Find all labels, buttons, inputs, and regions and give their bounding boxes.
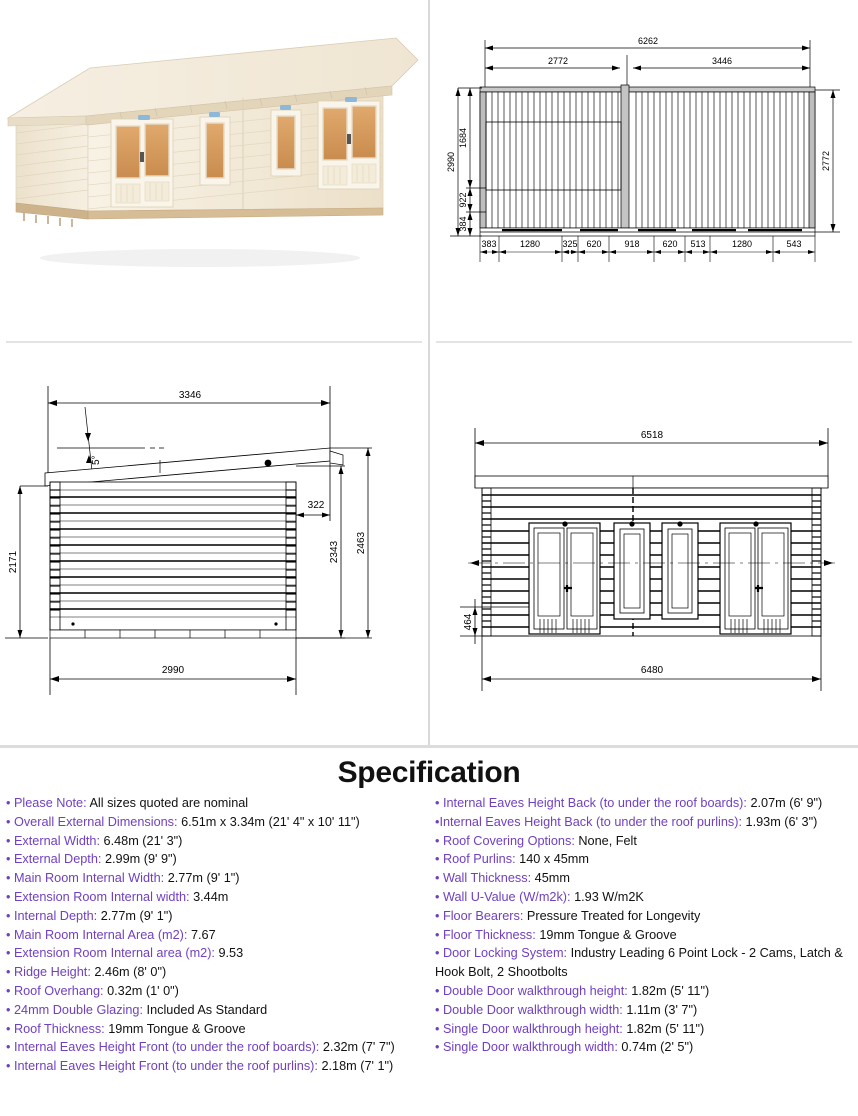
spec-item (435, 1001, 852, 1020)
spec-item-value: 2.07m (6' 9") (746, 796, 823, 810)
spec-item (6, 794, 423, 813)
spec-item-value: 45mm (531, 871, 570, 886)
spec-item-value: 2.77m (9' 1") (97, 908, 173, 923)
spec-item-value: 1.82m (5' 11") (622, 1021, 705, 1036)
dim-chain-2: 1280 (519, 239, 541, 249)
spec-item-label: • Internal Eaves Height Front (to under the roof purlins): (6, 1059, 318, 1074)
spec-item-value: Pressure Treated for Longevity (523, 908, 701, 923)
spec-columns (0, 794, 858, 1076)
spec-item-label: •Internal Eaves Height Back (to under the roof purlins): (435, 814, 742, 829)
dim-front-roof-width: 6518 (640, 430, 664, 441)
spec-item (6, 850, 423, 869)
spec-item-label: • Roof Overhang: (6, 983, 104, 998)
spec-item-label: • Floor Bearers: (435, 908, 524, 923)
spec-item (435, 888, 852, 907)
dim-chain-3: 325 (562, 239, 578, 249)
spec-item-label: • Roof Purlins: (435, 852, 516, 867)
spec-item-label: • Ridge Height: (6, 965, 91, 980)
log-cabin-3d-render (0, 0, 428, 341)
spec-item-value: 2.77m (9' 1") (164, 871, 240, 886)
spec-item-value: 1.82m (5' 11") (627, 983, 710, 998)
spec-item-value: 6.51m x 3.34m (21' 4" x 10' 11") (177, 814, 360, 829)
spec-item-label: • Internal Depth: (6, 908, 98, 923)
spec-item-label: • Double Door walkthrough height: (435, 983, 628, 998)
front-elevation-drawing (430, 343, 858, 745)
dim-overall-height: 2990 (446, 151, 456, 173)
spec-item-label: • Extension Room Internal area (m2): (6, 946, 215, 961)
spec-item (435, 1020, 852, 1039)
spec-item-label: • Main Room Internal Area (m2): (6, 927, 188, 942)
spec-item-value: 2.18m (7' 1") (317, 1059, 394, 1074)
spec-item-value: 19mm Tongue & Groove (104, 1021, 246, 1036)
spec-item (6, 813, 423, 832)
spec-item-value: 1.11m (3' 7") (622, 1002, 698, 1017)
specification-section (0, 748, 858, 1116)
spec-item (435, 813, 852, 832)
spec-item-value: 2.99m (9' 9") (101, 852, 177, 867)
dim-height-upper: 1684 (458, 127, 468, 149)
spec-item-label: • Internal Eaves Height Front (to under the roof boards): (6, 1040, 320, 1055)
spec-column-left (6, 794, 423, 1076)
spec-item-value: All sizes quoted are nominal (86, 796, 249, 810)
spec-title: Specification (337, 756, 521, 789)
dim-chain-1: 383 (481, 239, 497, 249)
spec-item-value: Industry Leading 6 Point Lock - 2 Cams, Latch & Hook Bolt, 2 Shootbolts (435, 946, 843, 980)
spec-item (6, 944, 423, 963)
spec-item-label: • Please Note: (6, 796, 87, 810)
spec-column-right (435, 794, 852, 1057)
spec-item-label: • Internal Eaves Height Back (to under the roof boards): (435, 796, 747, 810)
spec-item (435, 869, 852, 888)
dim-roof-pitch: 5° (91, 455, 102, 465)
dim-right-height: 2772 (821, 150, 831, 172)
dim-front-base-width: 6480 (640, 665, 664, 676)
spec-item (6, 926, 423, 945)
spec-item (6, 1001, 423, 1020)
spec-item-label: • Double Door walkthrough width: (435, 1002, 623, 1017)
dim-eaves-height: 2343 (329, 540, 340, 564)
side-elevation-drawing (0, 343, 428, 745)
dim-height-middle: 922 (458, 192, 468, 208)
spec-item-label: • Floor Thickness: (435, 927, 536, 942)
spec-item (6, 1057, 423, 1076)
spec-item (6, 832, 423, 851)
spec-item-label: • Main Room Internal Width: (6, 871, 165, 886)
spec-item (6, 1020, 423, 1039)
spec-item (6, 963, 423, 982)
spec-item (435, 832, 852, 851)
spec-item-value: None, Felt (574, 833, 637, 848)
spec-item-value: 0.74m (2' 5") (617, 1040, 694, 1055)
dim-left-section: 2772 (547, 56, 569, 66)
spec-item (435, 794, 852, 813)
spec-item-label: • Single Door walkthrough width: (435, 1040, 618, 1055)
spec-item-label: • External Depth: (6, 852, 102, 867)
rear-elevation-drawing (430, 0, 858, 341)
spec-item-value: 140 x 45mm (515, 852, 589, 867)
spec-item-value: 0.32m (1' 0") (103, 983, 179, 998)
spec-item (6, 982, 423, 1001)
spec-item (6, 1038, 423, 1057)
dim-overall-width: 6262 (637, 36, 659, 46)
dim-right-section: 3446 (711, 56, 733, 66)
spec-item-value: 1.93 W/m2K (570, 889, 644, 904)
spec-item-label: • Roof Thickness: (6, 1021, 105, 1036)
spec-item-label: • 24mm Double Glazing: (6, 1002, 144, 1017)
spec-item (6, 907, 423, 926)
spec-item-label: • Door Locking System: (435, 946, 568, 961)
dim-chain-6: 620 (662, 239, 678, 249)
dim-chain-7: 513 (690, 239, 706, 249)
dim-chain-5: 918 (624, 239, 640, 249)
dim-chain-8: 1280 (731, 239, 753, 249)
spec-item-value: 9.53 (214, 946, 244, 961)
spec-item-label: • Roof Covering Options: (435, 833, 575, 848)
spec-item-value: 2.32m (7' 7") (319, 1040, 395, 1055)
spec-item (435, 907, 852, 926)
spec-item (435, 944, 852, 982)
spec-item-label: • Wall U-Value (W/m2k): (435, 889, 571, 904)
spec-item (435, 982, 852, 1001)
dim-height-lower: 384 (458, 216, 468, 232)
dim-ridge-height: 2463 (356, 531, 367, 555)
dim-roof-width: 3346 (178, 390, 202, 401)
dim-overhang: 322 (307, 500, 325, 511)
spec-item-value: 1.93m (6' 3") (741, 814, 818, 829)
spec-item (435, 926, 852, 945)
spec-item-label: • Wall Thickness: (435, 871, 532, 886)
spec-item-value: 7.67 (187, 927, 216, 942)
spec-item-value: 6.48m (21' 3") (100, 833, 183, 848)
dim-sill-height: 464 (463, 613, 474, 631)
spec-item-value: 2.46m (8' 0") (90, 965, 167, 980)
spec-item (6, 869, 423, 888)
spec-item-value: Included As Standard (143, 1002, 268, 1017)
spec-item (6, 888, 423, 907)
spec-item-label: • Extension Room Internal width: (6, 889, 190, 904)
dim-base-width: 2990 (161, 665, 185, 676)
spec-item-label: • External Width: (6, 833, 100, 848)
dim-back-wall-height: 2171 (8, 550, 19, 574)
spec-item (435, 850, 852, 869)
dim-chain-9: 543 (786, 239, 802, 249)
spec-item-label: • Overall External Dimensions: (6, 814, 178, 829)
spec-item (435, 1038, 852, 1057)
spec-item-value: 3.44m (189, 889, 229, 904)
spec-item-value: 19mm Tongue & Groove (535, 927, 677, 942)
dim-chain-4: 620 (586, 239, 602, 249)
spec-item-label: • Single Door walkthrough height: (435, 1021, 623, 1036)
